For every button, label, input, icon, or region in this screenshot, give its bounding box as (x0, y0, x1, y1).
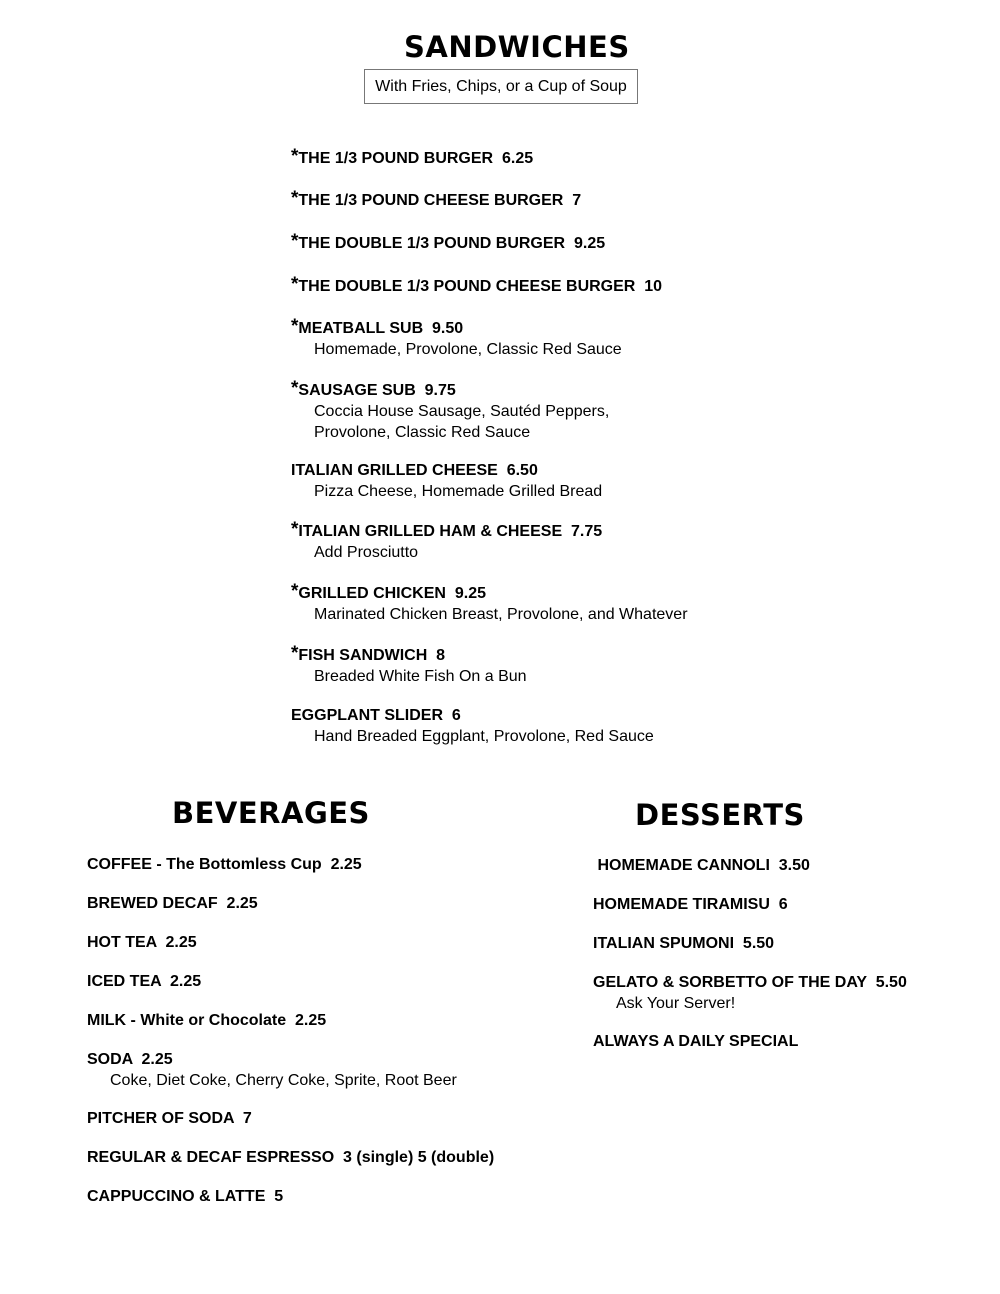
asterisk-marker: * (291, 231, 299, 252)
sandwiche-item (291, 317, 622, 360)
dessert-item (593, 973, 907, 1014)
item-description: Coke, Diet Coke, Cherry Coke, Sprite, Root Beer (110, 1072, 457, 1089)
item-description: Hand Breaded Eggplant, Provolone, Red Sauce (314, 728, 654, 745)
sandwiches-heading: SANDWICHES (404, 30, 630, 64)
item-title: HOMEMADE TIRAMISU 6 (593, 896, 788, 913)
sandwiche-item (291, 147, 533, 169)
sandwiche-item (291, 644, 527, 687)
item-name (87, 855, 362, 875)
beverage-item (87, 1148, 494, 1168)
item-name (593, 934, 774, 954)
item-name (291, 147, 533, 169)
item-name (87, 972, 201, 992)
item-name (291, 706, 654, 726)
desserts-heading: DESSERTS (635, 798, 805, 832)
item-title: BREWED DECAF 2.25 (87, 895, 258, 912)
item-title: THE 1/3 POUND BURGER 6.25 (298, 150, 534, 167)
item-name (291, 317, 622, 339)
asterisk-marker: * (291, 274, 299, 295)
item-title: MEATBALL SUB 9.50 (298, 320, 464, 337)
beverage-item (87, 972, 201, 992)
dessert-item (593, 856, 810, 876)
item-title: GELATO & SORBETTO OF THE DAY 5.50 (593, 974, 907, 991)
item-title: FISH SANDWICH 8 (298, 647, 446, 664)
item-title: PITCHER OF SODA 7 (87, 1110, 252, 1127)
beverage-item (87, 855, 362, 875)
item-name (291, 232, 605, 254)
item-title: EGGPLANT SLIDER 6 (291, 707, 461, 724)
item-title: SODA 2.25 (87, 1051, 173, 1068)
sandwiche-item (291, 189, 581, 211)
item-title: THE DOUBLE 1/3 POUND CHEESE BURGER 10 (298, 278, 663, 295)
item-description: Breaded White Fish On a Bun (314, 668, 527, 685)
item-name (87, 894, 258, 914)
item-title: HOMEMADE CANNOLI 3.50 (593, 857, 810, 874)
item-name (291, 275, 662, 297)
item-title: ICED TEA 2.25 (87, 973, 202, 990)
asterisk-marker: * (291, 581, 299, 602)
item-title: THE 1/3 POUND CHEESE BURGER 7 (298, 192, 582, 209)
item-title: REGULAR & DECAF ESPRESSO 3 (single) 5 (double) (87, 1149, 495, 1166)
item-name (593, 1032, 798, 1052)
item-title: ITALIAN GRILLED HAM & CHEESE 7.75 (298, 523, 603, 540)
item-name (291, 189, 581, 211)
item-name (593, 973, 907, 993)
item-title: SAUSAGE SUB 9.75 (298, 382, 456, 399)
sandwiche-item (291, 520, 602, 563)
item-description: Coccia House Sausage, Sautéd Peppers, (314, 403, 610, 420)
asterisk-marker: * (291, 316, 299, 337)
asterisk-marker: * (291, 519, 299, 540)
item-title: ITALIAN GRILLED CHEESE 6.50 (291, 462, 538, 479)
asterisk-marker: * (291, 643, 299, 664)
item-title: COFFEE - The Bottomless Cup 2.25 (87, 856, 362, 873)
item-title: GRILLED CHICKEN 9.25 (298, 585, 486, 602)
item-description: Pizza Cheese, Homemade Grilled Bread (314, 483, 603, 500)
item-name (291, 461, 602, 481)
item-name (291, 520, 602, 542)
sandwiche-item (291, 706, 654, 747)
item-name (291, 644, 527, 666)
sandwiche-item (291, 275, 662, 297)
item-name (87, 1187, 283, 1207)
sandwiche-item (291, 461, 602, 502)
beverage-item (87, 1109, 252, 1129)
item-name (87, 1109, 252, 1129)
item-title: MILK - White or Chocolate 2.25 (87, 1012, 327, 1029)
item-title: CAPPUCCINO & LATTE 5 (87, 1188, 284, 1205)
beverage-item (87, 894, 258, 914)
sandwiche-item (291, 232, 605, 254)
asterisk-marker: * (291, 146, 299, 167)
item-description: Add Prosciutto (314, 544, 419, 561)
item-name (593, 856, 810, 876)
dessert-item (593, 1032, 798, 1052)
item-name (87, 1148, 494, 1168)
sandwiche-item (291, 379, 609, 443)
dessert-item (593, 895, 788, 915)
item-name (593, 895, 788, 915)
item-description: Provolone, Classic Red Sauce (314, 424, 531, 441)
beverage-item (87, 933, 197, 953)
item-title: ALWAYS A DAILY SPECIAL (593, 1033, 799, 1050)
dessert-item (593, 934, 774, 954)
item-name (87, 933, 197, 953)
item-title: ITALIAN SPUMONI 5.50 (593, 935, 775, 952)
item-name (291, 379, 609, 401)
beverage-item (87, 1187, 283, 1207)
beverages-heading: BEVERAGES (172, 796, 370, 830)
beverage-item (87, 1011, 326, 1031)
sandwiches-subtitle: With Fries, Chips, or a Cup of Soup (364, 69, 638, 104)
sandwiche-item (291, 582, 688, 625)
item-name (291, 582, 688, 604)
beverage-item (87, 1050, 457, 1091)
item-name (87, 1011, 326, 1031)
item-title: THE DOUBLE 1/3 POUND BURGER 9.25 (298, 235, 606, 252)
asterisk-marker: * (291, 378, 299, 399)
asterisk-marker: * (291, 188, 299, 209)
item-description: Marinated Chicken Breast, Provolone, and Whatever (314, 606, 688, 623)
item-name (87, 1050, 457, 1070)
item-title: HOT TEA 2.25 (87, 934, 197, 951)
item-description: Ask Your Server! (616, 995, 736, 1012)
item-description: Homemade, Provolone, Classic Red Sauce (314, 341, 622, 358)
